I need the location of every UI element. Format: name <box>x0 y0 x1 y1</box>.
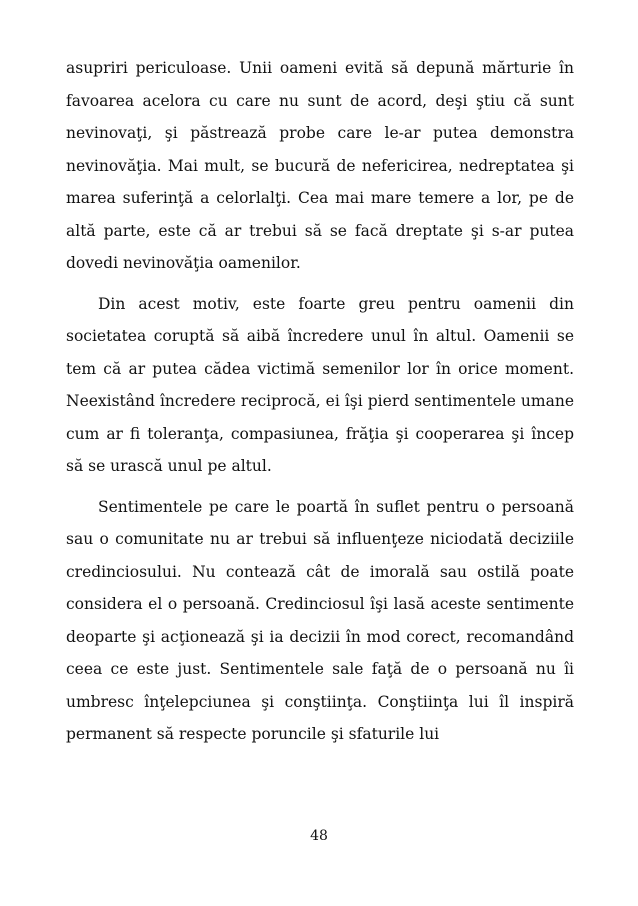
paragraph-continuation: asupriri periculoase. Unii oameni evită să depună mărturie în favoarea acelora cu care nu sunt de acord, deşi ştiu că sunt nevinovaţi, şi păstrează probe care le-ar putea demonstra nevinovăţia. Mai mult, se bucură de nefericirea, nedreptatea şi marea suferinţă a celorlalţi. Cea mai mare temere a lor, pe de altă parte, este că ar trebui să se facă dreptate şi s-ar putea dovedi nevinovăţia oamenilor. <box>66 59 574 272</box>
page-number: 48 <box>310 828 328 844</box>
paragraph-believer-feelings: Sentimentele pe care le poartă în suflet pentru o persoană sau o comunitate nu ar trebui să influenţeze niciodată deciziile credinciosului. Nu contează cât de imorală sau ostilă poate considera el o persoană. Credinciosul îşi lasă aceste sentimente deoparte şi acţionează şi ia decizii în mod corect, recomandând ceea ce este just. Sentimentele sale faţă de o persoană nu îi umbresc înţelepciunea şi conştiinţa. Conştiinţa lui îl inspiră permanent să respecte poruncile şi sfaturile lui <box>66 497 574 743</box>
paragraph-corrupt-society: Din acest motiv, este foarte greu pentru oamenii din societatea coruptă să aibă încredere unul în altul. Oamenii se tem că ar putea cădea victimă semenilor lor în orice moment. Neexistând încredere reciprocă, ei îşi pierd sentimentele umane cum ar fi toleranţa, compasiunea, frăţia şi cooperarea şi încep să se urască unul pe altul. <box>66 294 574 475</box>
body-text <box>66 52 574 751</box>
